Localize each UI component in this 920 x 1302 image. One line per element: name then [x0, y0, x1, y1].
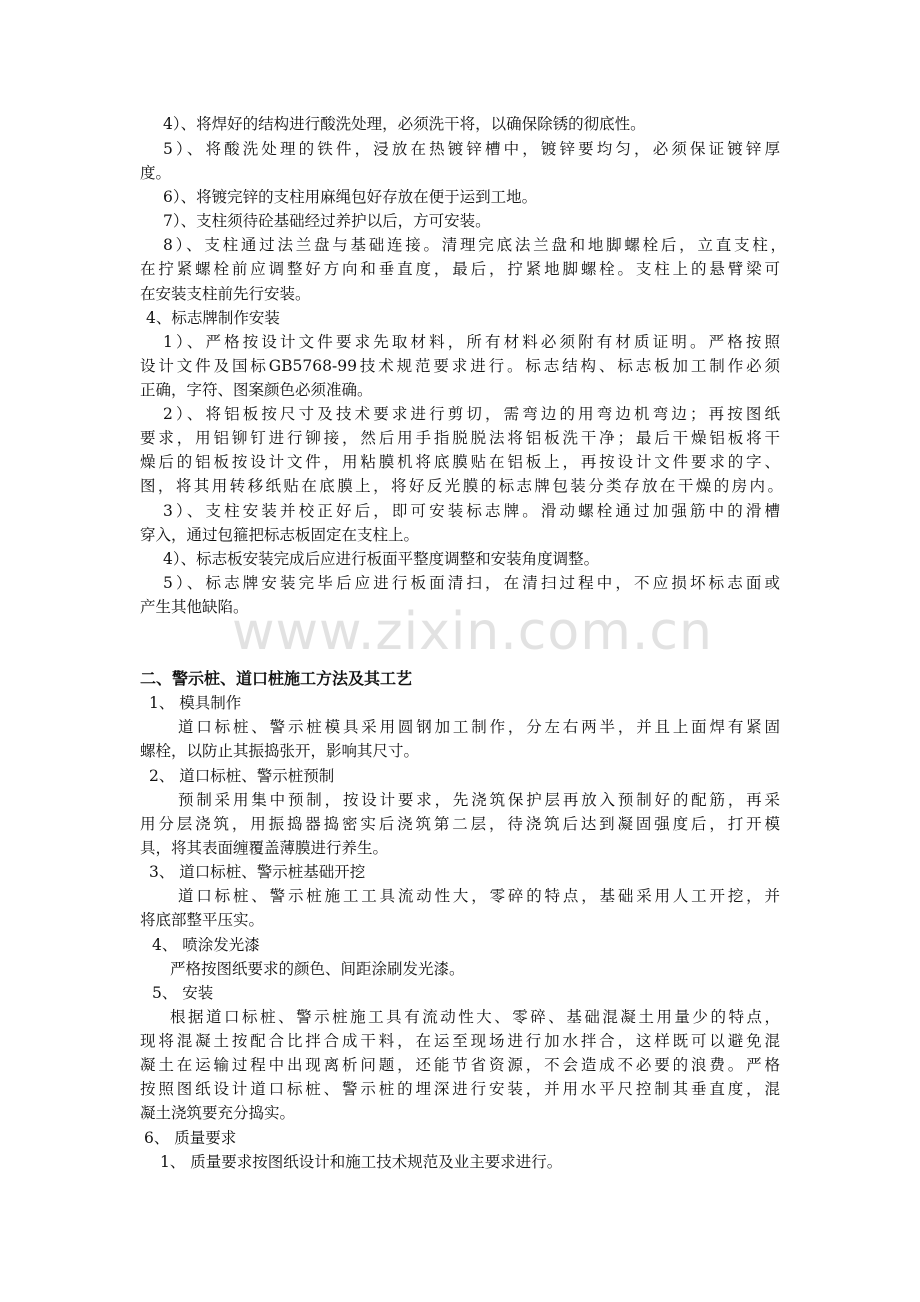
- paragraph-line: 5）、将酸洗处理的铁件，浸放在热镀锌槽中，镀锌要均匀，必须保证镀锌厚: [163, 140, 780, 158]
- paragraph-line: 1）、严格按设计文件要求先取材料，所有材料必须附有材质证明。严格按照: [163, 333, 780, 351]
- paragraph-line: 设计文件及国标GB5768-99技术规范要求进行。标志结构、标志板加工制作必须: [140, 357, 780, 375]
- paragraph-line: 正确，字符、图案颜色必须准确。: [140, 381, 373, 399]
- section-heading: 4、标志牌制作安装: [146, 309, 280, 327]
- paragraph-line: 将底部整平压实。: [140, 911, 265, 929]
- watermark: www.zixin.com.cn: [232, 602, 713, 662]
- paragraph-line: 凝土浇筑要充分捣实。: [140, 1104, 296, 1122]
- section-heading: 4、 喷涂发光漆: [152, 936, 260, 954]
- paragraph-line: 按照图纸设计道口标桩、警示桩的埋深进行安装，并用水平尺控制其垂直度，混: [140, 1080, 780, 1098]
- paragraph-line: 3）、支柱安装并校正好后，即可安装标志牌。滑动螺栓通过加强筋中的滑槽: [163, 502, 780, 520]
- section-heading: 1、 模具制作: [149, 694, 242, 712]
- paragraph-line: 2）、将铝板按尺寸及技术要求进行剪切，需弯边的用弯边机弯边；再按图纸: [163, 405, 780, 423]
- paragraph-line: 5）、标志牌安装完毕后应进行板面清扫，在清扫过程中，不应损坏标志面或: [163, 574, 780, 592]
- section-heading: 2、 道口标桩、警示桩预制: [149, 767, 335, 785]
- paragraph-line: 用分层浇筑，用振捣器捣密实后浇筑第二层，待浇筑后达到凝固强度后，打开模: [140, 815, 780, 833]
- paragraph-line: 现将混凝土按配合比拌合成干料，在运至现场进行加水拌合，这样既可以避免混: [140, 1032, 780, 1050]
- paragraph-line: 严格按图纸要求的颜色、间距涂刷发光漆。: [170, 960, 465, 978]
- paragraph-line: 在拧紧螺栓前应调整好方向和垂直度，最后，拧紧地脚螺栓。支柱上的悬臂梁可: [140, 260, 780, 278]
- paragraph-line: 道口标桩、警示桩施工工具流动性大，零碎的特点，基础采用人工开挖，并: [178, 887, 780, 905]
- paragraph-line: 6）、将镀完锌的支柱用麻绳包好存放在便于运到工地。: [163, 188, 538, 206]
- paragraph-line: 4）、标志板安装完成后应进行板面平整度调整和安装角度调整。: [163, 550, 600, 568]
- paragraph-line: 度。: [140, 164, 172, 182]
- paragraph-line: 根据道口标桩、警示桩施工具有流动性大、零碎、基础混凝土用量少的特点，: [170, 1008, 780, 1026]
- paragraph-line: 穿入，通过包箍把标志板固定在支柱上。: [140, 526, 420, 544]
- paragraph-line: 产生其他缺陷。: [140, 598, 249, 616]
- paragraph-line: 图，将其用转移纸贴在底膜上，将好反光膜的标志牌包装分类存放在干燥的房内。: [140, 477, 783, 495]
- paragraph-line: 具，将其表面缠覆盖薄膜进行养生。: [140, 839, 389, 857]
- paragraph-line: 螺栓，以防止其振捣张开，影响其尺寸。: [140, 742, 420, 760]
- paragraph-line: 燥后的铝板按设计文件，用粘膜机将底膜贴在铝板上，再按设计文件要求的字、: [140, 453, 780, 471]
- chapter-heading: 二、警示桩、道口桩施工方法及其工艺: [140, 669, 413, 688]
- paragraph-line: 8）、支柱通过法兰盘与基础连接。清理完底法兰盘和地脚螺栓后，立直支柱，: [163, 236, 786, 254]
- paragraph-line: 1、 质量要求按图纸设计和施工技术规范及业主要求进行。: [160, 1153, 563, 1171]
- section-heading: 6、 质量要求: [144, 1129, 237, 1147]
- paragraph-line: 道口标桩、警示桩模具采用圆钢加工制作，分左右两半，并且上面焊有紧固: [178, 718, 780, 736]
- paragraph-line: 4）、将焊好的结构进行酸洗处理，必须洗干将，以确保除锈的彻底性。: [163, 115, 646, 133]
- paragraph-line: 凝土在运输过程中出现离析问题，还能节省资源，不会造成不必要的浪费。严格: [140, 1056, 780, 1074]
- paragraph-line: 要求，用铝铆钉进行铆接，然后用手指脱脱法将铝板洗干净；最后干燥铝板将干: [140, 429, 780, 447]
- paragraph-line: 预制采用集中预制，按设计要求，先浇筑保护层再放入预制好的配筋，再采: [178, 791, 780, 809]
- section-heading: 5、 安装: [152, 984, 214, 1002]
- paragraph-line: 7）、支柱须待砼基础经过养护以后，方可安装。: [163, 212, 491, 230]
- section-heading: 3、 道口标桩、警示桩基础开挖: [149, 863, 366, 881]
- paragraph-line: 在安装支柱前先行安装。: [140, 285, 311, 303]
